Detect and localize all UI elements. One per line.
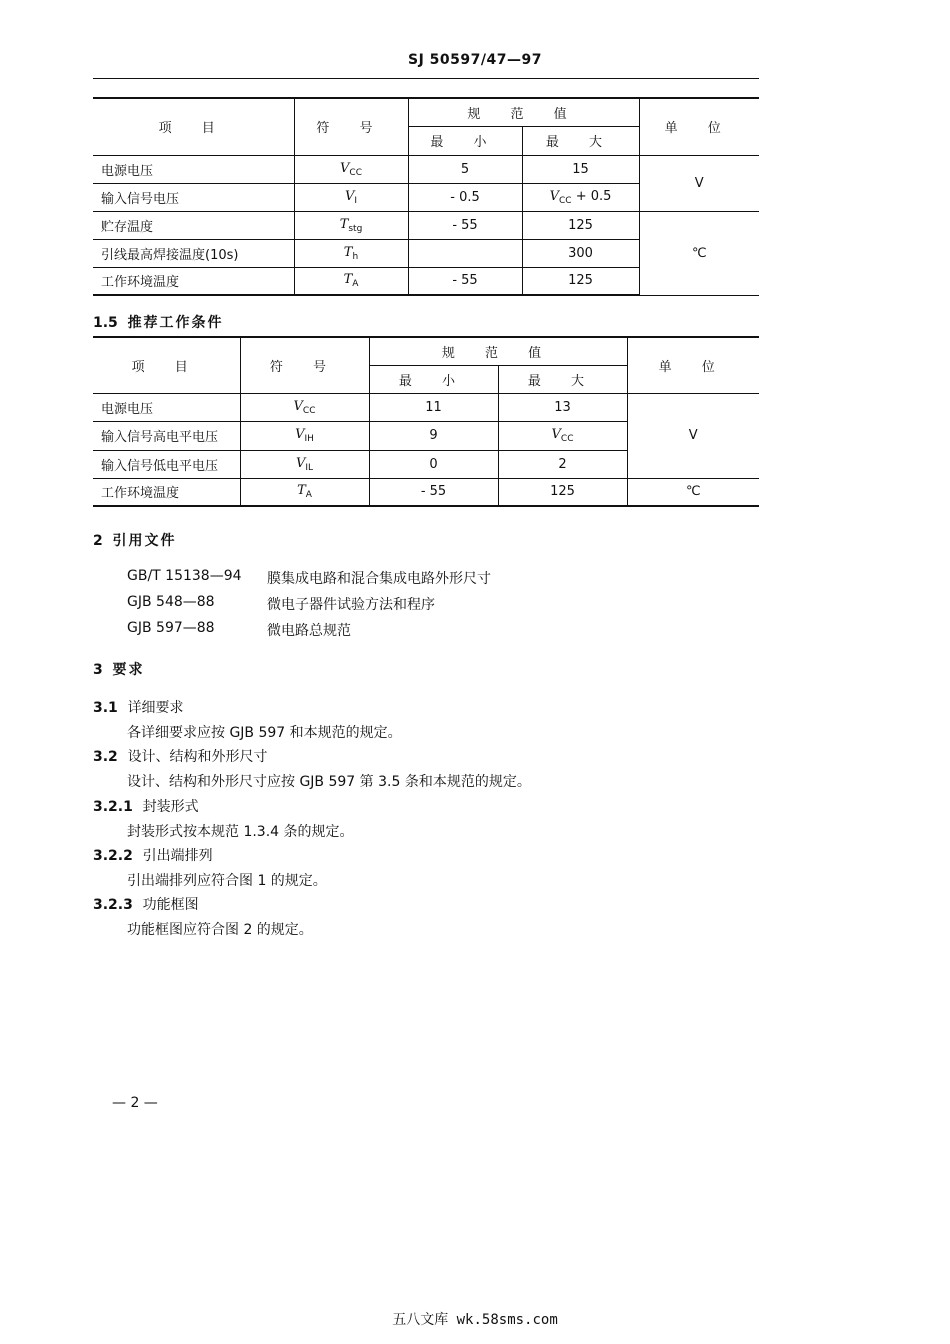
header-rule (93, 78, 759, 79)
row-symbol: $T_{stg}$ (294, 211, 408, 239)
row-min (408, 239, 522, 267)
row-max: $V_{CC} + 0.5$ (522, 183, 639, 211)
row-name: 工作环境温度 (93, 478, 240, 506)
row-max: 13 (498, 393, 627, 421)
row-symbol: $V_{IH}$ (240, 421, 369, 450)
ratings-table (93, 97, 759, 296)
clause-3-1-body: 各详细要求应按 GJB 597 和本规范的规定。 (127, 725, 402, 741)
section-heading-2: 2 引用文件 (93, 533, 177, 549)
clause-3-2-3-heading: 3.2.3 功能框图 (93, 897, 199, 913)
unit-celsius: ℃ (639, 211, 759, 295)
row-symbol: $V_{CC}$ (294, 155, 408, 183)
clause-3-2-heading: 3.2 设计、结构和外形尺寸 (93, 749, 268, 765)
watermark-footer: 五八文库 wk.58sms.com (392, 1312, 558, 1328)
row-max: 125 (522, 211, 639, 239)
col-header-item: 项 目 (93, 98, 294, 155)
col-header-spec: 规 范 值 (369, 337, 627, 365)
row-max: 125 (522, 267, 639, 295)
col-header-max: 最 大 (498, 365, 627, 393)
row-max: 15 (522, 155, 639, 183)
row-name: 引线最高焊接温度(10s) (93, 239, 294, 267)
reference-code: GB/T 15138—94 (127, 568, 242, 584)
row-name: 工作环境温度 (93, 267, 294, 295)
clause-3-2-body: 设计、结构和外形尺寸应按 GJB 597 第 3.5 条和本规范的规定。 (127, 774, 531, 790)
col-header-max: 最 大 (522, 126, 639, 155)
row-name: 贮存温度 (93, 211, 294, 239)
reference-title: 微电子器件试验方法和程序 (267, 597, 435, 613)
row-min: 5 (408, 155, 522, 183)
clause-3-2-3-body: 功能框图应符合图 2 的规定。 (127, 922, 313, 938)
row-symbol: $T_h$ (294, 239, 408, 267)
row-symbol: $V_{IL}$ (240, 450, 369, 478)
col-header-item: 项 目 (93, 337, 240, 393)
row-min: - 0.5 (408, 183, 522, 211)
reference-title: 微电路总规范 (267, 623, 351, 639)
col-header-min: 最 小 (369, 365, 498, 393)
document-id: SJ 50597/47—97 (408, 52, 542, 68)
row-min: - 55 (408, 267, 522, 295)
row-name: 输入信号电压 (93, 183, 294, 211)
row-max: $V_{CC}$ (498, 421, 627, 450)
section-heading-1-5: 1.5 推荐工作条件 (93, 315, 224, 331)
clause-3-2-2-body: 引出端排列应符合图 1 的规定。 (127, 873, 327, 889)
col-header-min: 最 小 (408, 126, 522, 155)
col-header-symbol: 符 号 (294, 98, 408, 155)
section-heading-3: 3 要求 (93, 662, 145, 678)
row-min: - 55 (408, 211, 522, 239)
row-symbol: $T_A$ (294, 267, 408, 295)
row-min: 0 (369, 450, 498, 478)
unit-celsius: ℃ (627, 478, 759, 506)
reference-code: GJB 548—88 (127, 594, 215, 610)
reference-code: GJB 597—88 (127, 620, 215, 636)
col-header-symbol: 符 号 (240, 337, 369, 393)
col-header-unit: 单 位 (639, 98, 759, 155)
row-symbol: $T_A$ (240, 478, 369, 506)
row-max: 125 (498, 478, 627, 506)
operating-conditions-table (93, 336, 759, 507)
col-header-spec: 规 范 值 (408, 98, 639, 126)
clause-3-1-heading: 3.1 详细要求 (93, 700, 184, 716)
row-name: 输入信号高电平电压 (93, 421, 240, 450)
row-name: 输入信号低电平电压 (93, 450, 240, 478)
row-min: 11 (369, 393, 498, 421)
row-min: 9 (369, 421, 498, 450)
unit-volt: V (627, 393, 759, 478)
page-number: — 2 — (112, 1095, 158, 1111)
clause-3-2-1-body: 封装形式按本规范 1.3.4 条的规定。 (127, 824, 354, 840)
clause-3-2-1-heading: 3.2.1 封装形式 (93, 799, 199, 815)
row-max: 2 (498, 450, 627, 478)
row-name: 电源电压 (93, 393, 240, 421)
row-name: 电源电压 (93, 155, 294, 183)
col-header-unit: 单 位 (627, 337, 759, 393)
row-min: - 55 (369, 478, 498, 506)
reference-title: 膜集成电路和混合集成电路外形尺寸 (267, 571, 491, 587)
unit-volt: V (639, 155, 759, 211)
row-max: 300 (522, 239, 639, 267)
row-symbol: $V_{CC}$ (240, 393, 369, 421)
row-symbol: $V_I$ (294, 183, 408, 211)
clause-3-2-2-heading: 3.2.2 引出端排列 (93, 848, 213, 864)
